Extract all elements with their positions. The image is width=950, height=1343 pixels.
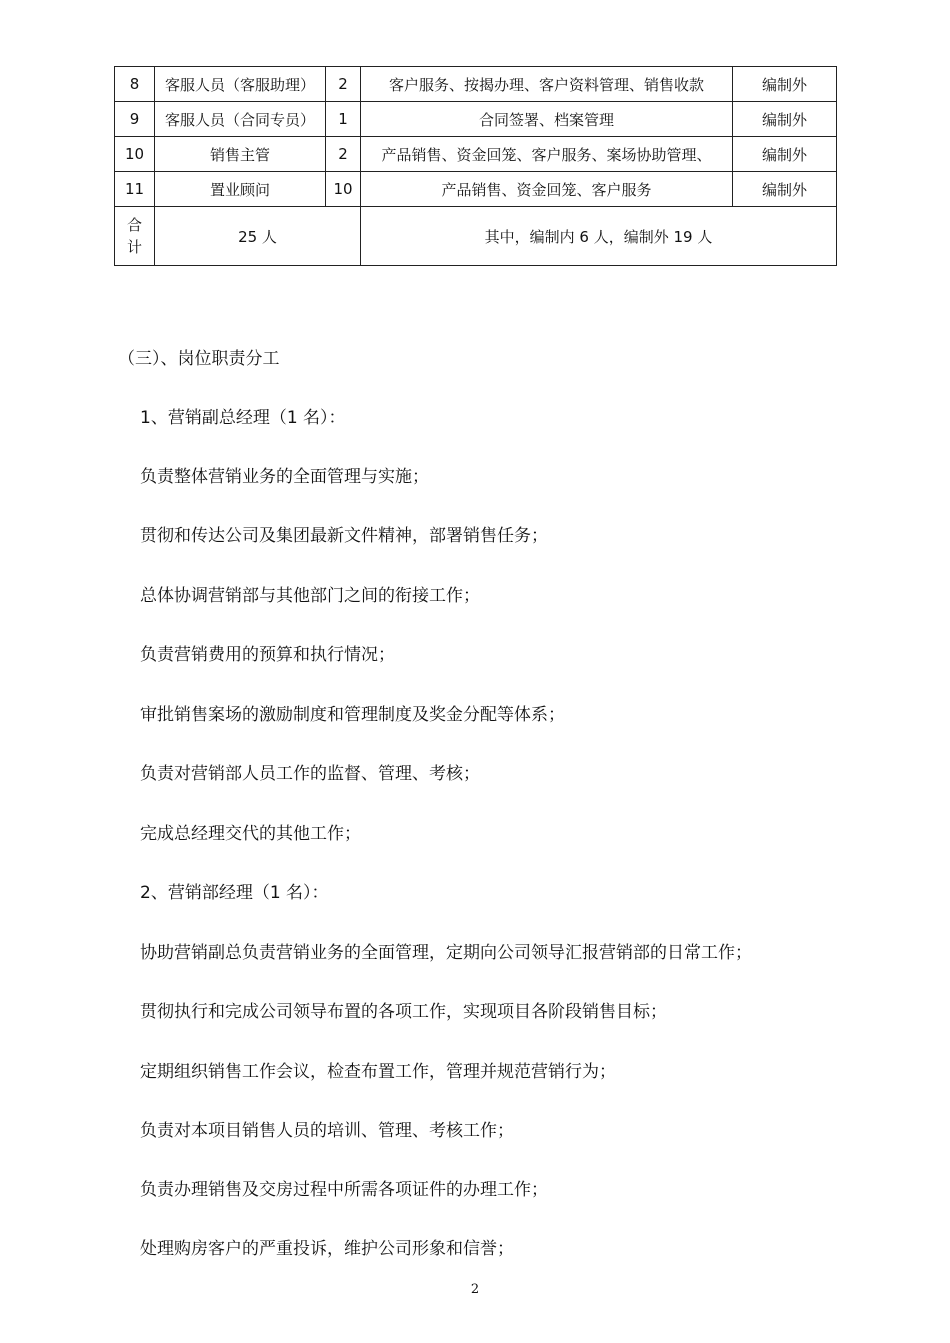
position-cell: 客服人员（合同专员） bbox=[155, 102, 326, 137]
duty-item: 审批销售案场的激励制度和管理制度及奖金分配等体系； bbox=[140, 705, 565, 725]
total-label-cell bbox=[115, 207, 155, 266]
duty-item: 协助营销副总负责营销业务的全面管理，定期向公司领导汇报营销部的日常工作； bbox=[140, 943, 752, 963]
subsection-heading: 1、营销副总经理（1 名）： bbox=[140, 408, 346, 428]
table-row bbox=[115, 137, 837, 172]
row-number: 10 bbox=[115, 137, 155, 172]
row-number: 8 bbox=[115, 67, 155, 102]
duty-cell: 产品销售、资金回笼、客户服务、案场协助管理、 bbox=[361, 137, 733, 172]
staffing-type-cell: 编制外 bbox=[733, 172, 837, 207]
page-number: 2 bbox=[470, 1282, 480, 1297]
headcount-cell: 1 bbox=[326, 102, 361, 137]
headcount-cell: 10 bbox=[326, 172, 361, 207]
duty-cell: 产品销售、资金回笼、客户服务 bbox=[361, 172, 733, 207]
position-cell: 销售主管 bbox=[155, 137, 326, 172]
table-row bbox=[115, 102, 837, 137]
staffing-type-cell: 编制外 bbox=[733, 137, 837, 172]
staffing-table bbox=[114, 66, 837, 266]
duty-item: 负责办理销售及交房过程中所需各项证件的办理工作； bbox=[140, 1180, 548, 1200]
headcount-cell: 2 bbox=[326, 137, 361, 172]
subsection-heading: 2、营销部经理（1 名）： bbox=[140, 883, 329, 903]
section-title: （三）、岗位职责分工 bbox=[118, 349, 280, 369]
duty-item: 贯彻和传达公司及集团最新文件精神，部署销售任务； bbox=[140, 526, 548, 546]
table-row bbox=[115, 172, 837, 207]
duty-cell: 客户服务、按揭办理、客户资料管理、销售收款 bbox=[361, 67, 733, 102]
duty-item: 贯彻执行和完成公司领导布置的各项工作，实现项目各阶段销售目标； bbox=[140, 1002, 667, 1022]
duty-cell: 合同签署、档案管理 bbox=[361, 102, 733, 137]
duty-item: 定期组织销售工作会议，检查布置工作，管理并规范营销行为； bbox=[140, 1062, 616, 1082]
duty-item: 负责整体营销业务的全面管理与实施； bbox=[140, 467, 429, 487]
total-row bbox=[115, 207, 837, 266]
total-headcount-cell: 25 人 bbox=[155, 207, 361, 266]
duty-item: 总体协调营销部与其他部门之间的衔接工作； bbox=[140, 586, 480, 606]
position-cell: 客服人员（客服助理） bbox=[155, 67, 326, 102]
duty-item: 完成总经理交代的其他工作； bbox=[140, 824, 361, 844]
table-row bbox=[115, 67, 837, 102]
total-detail-cell: 其中，编制内 6 人，编制外 19 人 bbox=[361, 207, 837, 266]
duty-item: 处理购房客户的严重投诉，维护公司形象和信誉； bbox=[140, 1239, 514, 1259]
staffing-type-cell: 编制外 bbox=[733, 67, 837, 102]
duty-item: 负责对营销部人员工作的监督、管理、考核； bbox=[140, 764, 480, 784]
headcount-cell: 2 bbox=[326, 67, 361, 102]
row-number: 11 bbox=[115, 172, 155, 207]
row-number: 9 bbox=[115, 102, 155, 137]
duty-item: 负责对本项目销售人员的培训、管理、考核工作； bbox=[140, 1121, 514, 1141]
staffing-type-cell: 编制外 bbox=[733, 102, 837, 137]
position-cell: 置业顾问 bbox=[155, 172, 326, 207]
duty-item: 负责营销费用的预算和执行情况； bbox=[140, 645, 395, 665]
total-label: 合计 bbox=[127, 216, 143, 256]
